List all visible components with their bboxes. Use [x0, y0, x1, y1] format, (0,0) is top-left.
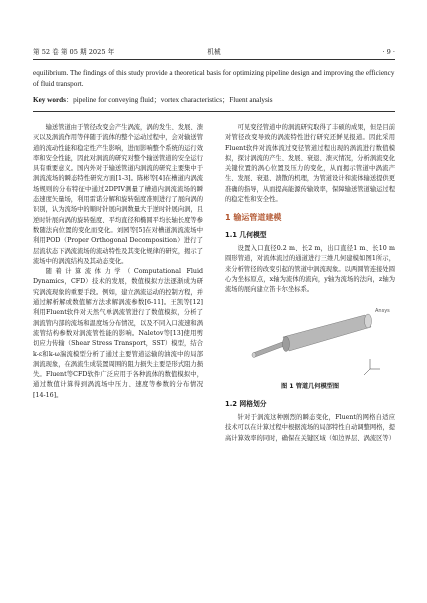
pipe-junction — [283, 337, 290, 352]
pipe-geometry-illustration — [225, 301, 395, 379]
keywords-label: Key words — [33, 96, 66, 104]
mesh-paragraph: 针对于涡流这种剧烈的瞬态变化，Fluent的网格自适应技术可以在计算过程中根据流场的局部特性自动调整网格，提高计算效率的同时，确保在关键区域（如边界层、涡流区等） — [225, 414, 396, 442]
pipe-geometry-figure — [225, 301, 395, 379]
inlet-face — [252, 353, 256, 358]
page-number: · 9 · — [382, 48, 395, 56]
section-1-2-title: 1.2 网格划分 — [225, 399, 267, 408]
figure-1-caption: 图 1 管道几何模型图 — [280, 383, 340, 391]
left-column — [33, 123, 203, 401]
journal-volume-info: 第 52 卷 第 05 期 2025 年 — [33, 48, 115, 56]
journal-name: 机械 — [207, 48, 221, 56]
right-column — [225, 123, 395, 444]
running-header — [33, 46, 395, 58]
outlet-face — [365, 314, 372, 328]
keywords — [33, 95, 395, 106]
geometry-paragraph: 设置入口直径0.2 m、长2 m，出口直径1 m、长10 m圆形管道，对流体流过的通道进行三维几何建模如图1所示，来分析管径的改变引起的管道中涡流现象。以两圆管连接处圆心为坐标原点，x轴为流体的流向，y轴为流场的法向，z轴为流场的展向建立笛卡尔坐标系。 — [225, 244, 396, 294]
section-1-title: 1 输运管道建模 — [225, 213, 282, 223]
outlet-pipe — [283, 315, 371, 351]
intro-paragraph-3: 可见变径管道中的涡流研究取得了丰硕的成果，但是目前对管径改变导致的涡流特性进行研究还鲜见报道。因此采用Fluent软件对流体流过变径管道过程出现的涡流进行数值模拟，探讨涡流的产生、发展、衰退、溃灭情况，分析涡流变化关键位置的涡心位置及压力的变化，从而揭示管道中涡流产生、发展、衰退、溃散的机理，为管道设计和流体输送提供更准确的指导，从而提高能源传输效率，保障输送管道输运过程的稳定性和安全性。 — [225, 124, 396, 204]
coordinate-axes — [364, 359, 380, 375]
inlet-pipe — [253, 341, 287, 357]
intro-paragraph-2: 随着计算流体力学（Computational Fluid Dynamics，CFD）技术的发展，数值模拟方法逐渐成为研究涡流现象的重要手段。例如，建立涡流运动的控制方程，并通过解析解或数值解方法求解涡流参数[6-11]。王凯等[12]利用Fluent软件对天然气单涡流管进行了数值模拟，分析了涡流管内部的流场和温度场分布情况，以及不同入口流速和涡流管结构参数对涡流管性能的影响。Naletov等[13]使用剪切应力传输（Shear Stress Transport，SST）模型，结合k-ε和k-ω湍流模型分析了通过主要管道运输的油流中的局部涡流现象，在涡流生成装置周围的阻力损失主要是形式阻力损失。Fluent等CFD软件广泛应用于各种流体的数值模拟中，通过数值计算得到涡流场中压力、速度等参数的分布情况[14-16]。 — [33, 268, 204, 399]
keywords-rule — [33, 111, 395, 112]
section-1-1-title: 1.1 几何模型 — [225, 230, 267, 239]
keywords-text: ：pipeline for conveying fluid；vortex characteristics；Fluent analysis — [65, 96, 273, 104]
intro-paragraph-1: 输送管道由于管径改变会产生涡流，涡的发生、发展、溃灭以及涡流作用等伴随于流体的整个运动过程中，会对输送管道的流动性能和稳定性产生影响，进而影响整个系统的运行效率和安全性能，因此对涡流的研究对整个输送管道的安全运行具有重要意义。国内外对于输送管道内涡流的研究主要集中于涡流流场的瞬态特性研究方面[1-3]。陈彬等[4]在槽道内涡流场规则的分布特征中通过2DPIV测量了槽道内涡流流场的瞬态速度矢量场，利用雷诺分解和旋转强度准则进行了展向涡的识别，认为流场中的顺时针展向涡数量大于逆时针展向涡，且逆时针展向涡的旋转强度、平均直径和椭圆平均长轴长度等参数随法向位置的变化而变化。刘园等[5]在对槽道涡流流场中利用POD（Proper Orthogonal Decomposition）进行了层流状态下涡流流场的流动特性及其变化规律的研究，揭示了流场中的涡流结构及其动态变化。 — [33, 124, 204, 265]
ansys-logo-text: Ansys — [375, 308, 390, 315]
abstract-tail: equilibrium. The findings of this study provide a theoretical basis for optimizing pipeline design and improving the efficiency of fluid transport. — [33, 69, 395, 88]
header-rule — [33, 59, 395, 60]
